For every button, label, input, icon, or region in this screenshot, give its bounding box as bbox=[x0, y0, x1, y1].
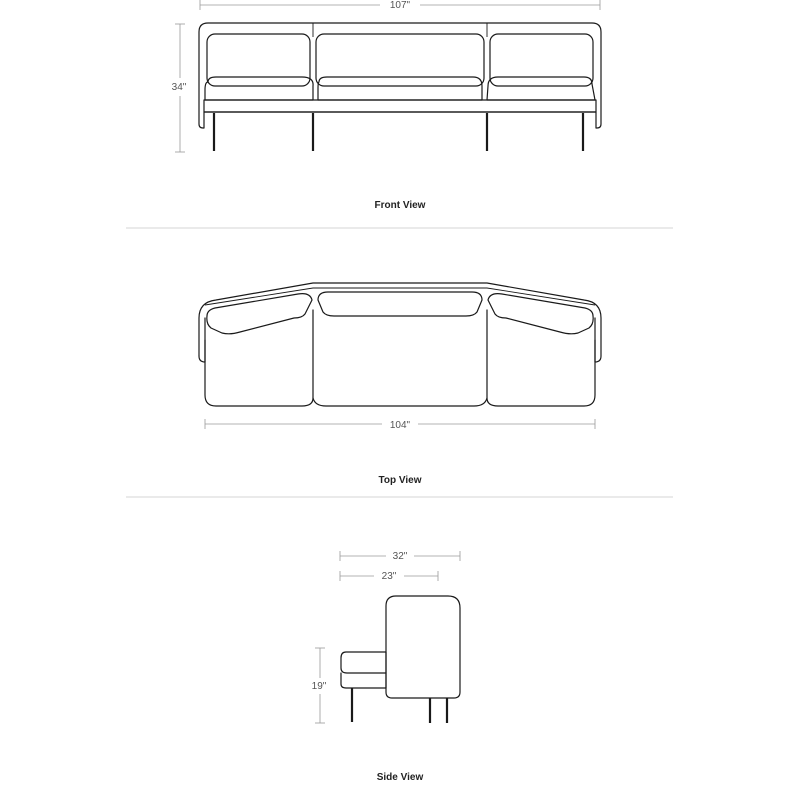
top-view-caption: Top View bbox=[378, 475, 422, 486]
top-sofa-drawing bbox=[199, 283, 601, 406]
front-height-dimension bbox=[172, 24, 187, 152]
front-width-dimension bbox=[200, 0, 600, 11]
side-depth-label: 32" bbox=[392, 551, 408, 562]
top-width-label: 104" bbox=[389, 420, 411, 431]
front-sofa-drawing bbox=[199, 23, 601, 151]
front-height-label: 34" bbox=[171, 82, 187, 93]
front-view bbox=[172, 0, 601, 211]
front-view-caption: Front View bbox=[374, 200, 426, 211]
front-width-label: 107" bbox=[389, 0, 411, 11]
side-seat-depth-dimension bbox=[340, 571, 438, 582]
top-view bbox=[199, 283, 601, 486]
side-seat-depth-label: 23" bbox=[381, 571, 397, 582]
top-width-dimension bbox=[205, 419, 595, 431]
side-seat-height-label: 19" bbox=[311, 681, 327, 692]
side-view bbox=[312, 551, 460, 783]
side-view-caption: Side View bbox=[376, 772, 424, 783]
side-seat-height-dimension bbox=[312, 648, 327, 723]
side-depth-dimension bbox=[340, 551, 460, 562]
side-sofa-drawing bbox=[341, 596, 460, 723]
